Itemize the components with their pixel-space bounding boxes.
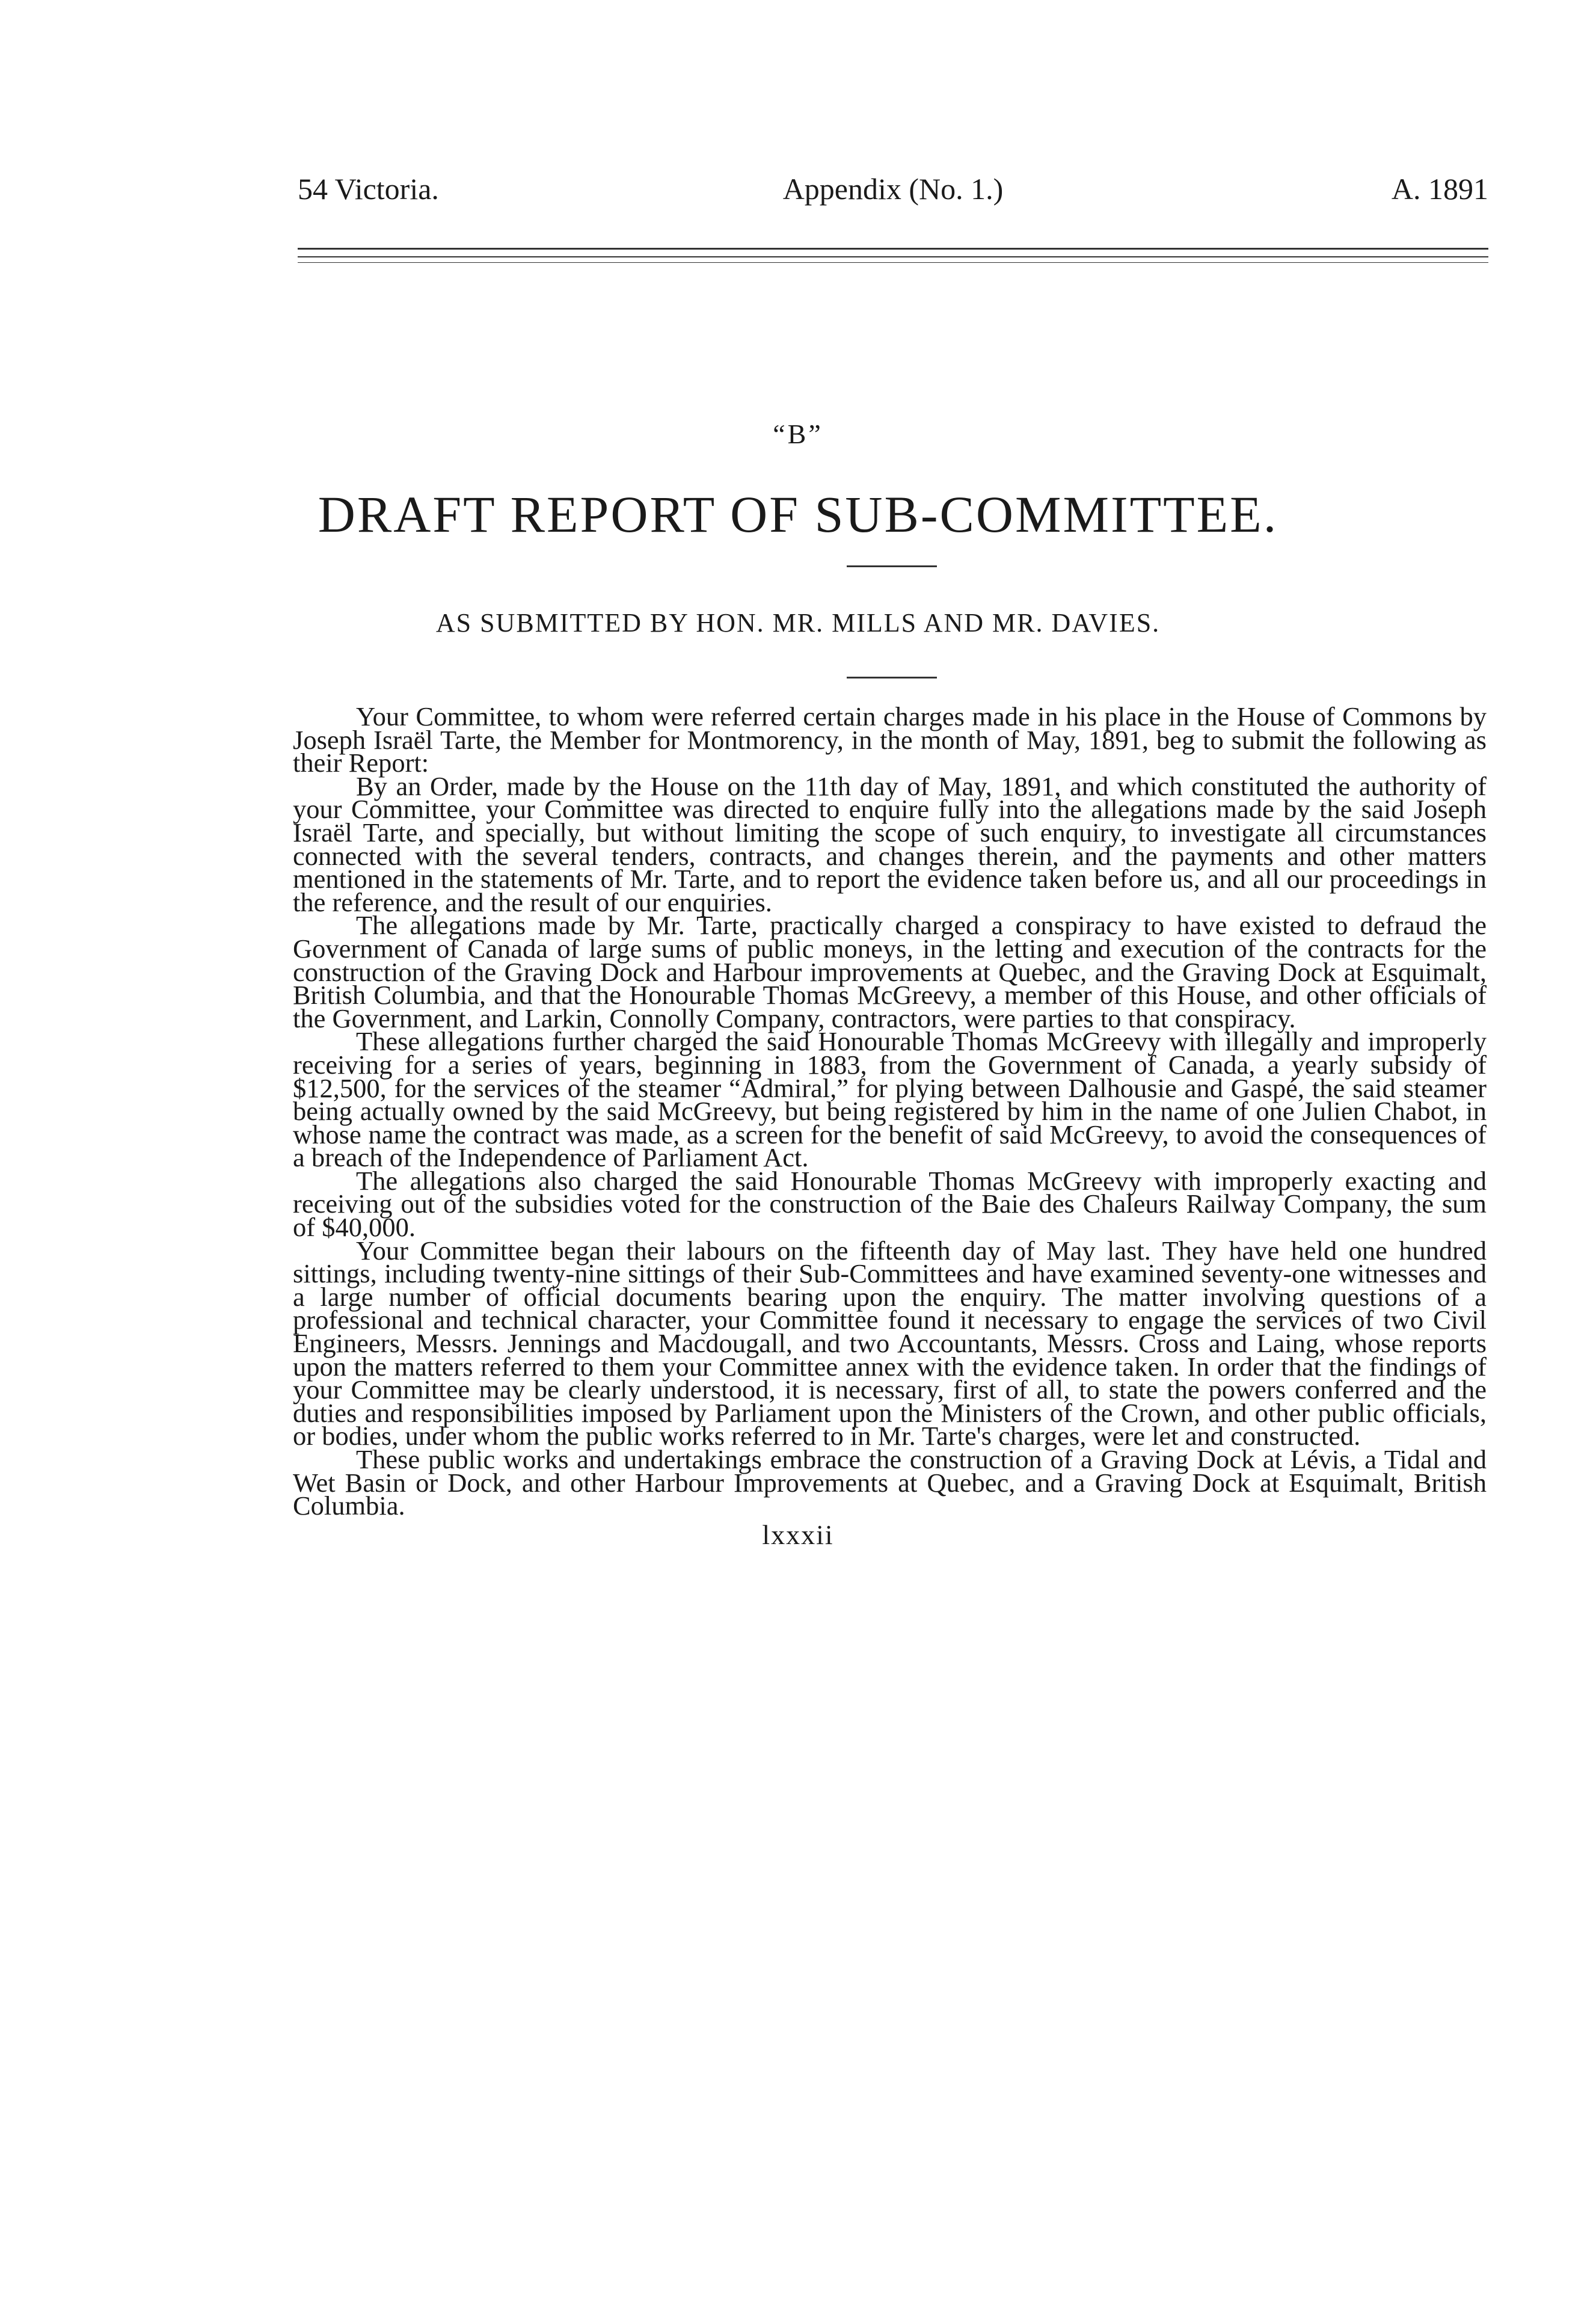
report-body	[293, 701, 1487, 1521]
paragraph: Your Committee began their labours on the fifteenth day of May last. They have held one hundred sittings, including twenty-nine sittings of their Sub-Committees and have examined seventy-one witnesses and a large number of official documents bearing upon the enquiry. The matter involving questions of a professional and technical character, your Committee found it necessary to engage the services of two Civil Engineers, Messrs. Jennings and Macdougall, and two Accountants, Messrs. Cross and Laing, whose reports upon the matters referred to them your Committee annex with the evidence taken. In order that the findings of your Committee may be clearly understood, it is necessary, first of all, to state the powers conferred and the duties and responsibilities imposed by Parliament upon the Ministers of the Crown, and other public officials, or bodies, under whom the public works referred to in Mr. Tarte's charges, were let and constructed.	[293, 1235, 1487, 1451]
header-year: A. 1891	[1391, 172, 1488, 206]
paragraph: These public works and undertakings embrace the construction of a Graving Dock at Lévis, a Tidal and Wet Basin or Dock, and other Harbour Improvements at Quebec, and a Graving Dock at Esquimalt, British Columbia.	[293, 1444, 1487, 1521]
header-rule	[298, 256, 1488, 257]
header-volume: 54 Victoria.	[298, 172, 439, 206]
page-title: DRAFT REPORT OF SUB-COMMITTEE.	[318, 485, 1278, 543]
paragraph: By an Order, made by the House on the 11th day of May, 1891, and which constituted the authority of your Committee, your Committee was directed to enquire fully into the allegations made by the said Joseph Israël Tarte, and specially, but without limiting the scope of such enquiry, to investigate all circumstances connected with the several tenders, contracts, and changes therein, and the payments and other matters mentioned in the statements of Mr. Tarte, and to report the evidence taken before us, and all our proceedings in the reference, and the result of our enquiries.	[293, 771, 1487, 917]
running-header	[298, 171, 1488, 214]
header-rule	[298, 262, 1488, 263]
paragraph: Your Committee, to whom were referred certain charges made in his place in the House of Commons by Joseph Israël Tarte, the Member for Montmorency, in the month of May, 1891, beg to submit the following as their Report:	[293, 701, 1487, 778]
page-subtitle: AS SUBMITTED BY HON. MR. MILLS AND MR. DAVIES.	[435, 608, 1161, 638]
paragraph: These allegations further charged the said Honourable Thomas McGreevy with illegally and improperly receiving for a series of years, beginning in 1883, from the Government of Canada, a yearly subsidy of $12,500, for the services of the steamer “Admiral,” for plying between Dalhousie and Gaspé, the said steamer being actually owned by the said McGreevy, but being registered by him in the name of one Julien Chabot, in whose name the contract was made, as a screen for the benefit of said McGreevy, to avoid the consequences of a breach of the Independence of Parliament Act.	[293, 1026, 1487, 1173]
page-number: lxxxii	[762, 1519, 834, 1550]
header-appendix: Appendix (No. 1.)	[782, 172, 1004, 206]
subtitle-divider	[847, 677, 937, 678]
paragraph: The allegations also charged the said Honourable Thomas McGreevy with improperly exacting and receiving out of the subsidies voted for the construction of the Baie des Chaleurs Railway Company, the sum of $40,000.	[293, 1165, 1487, 1243]
paragraph: The allegations made by Mr. Tarte, practically charged a conspiracy to have existed to defraud the Government of Canada of large sums of public moneys, in the letting and execution of the contracts for the construction of the Graving Dock and Harbour improvements at Quebec, and the Graving Dock at Esquimalt, British Columbia, and that the Honourable Thomas McGreevy, a member of this House, and other officials of the Government, and Larkin, Connolly Company, contractors, were parties to that conspiracy.	[293, 910, 1487, 1033]
title-divider	[847, 565, 937, 567]
section-letter: “B”	[773, 419, 823, 449]
header-rule	[298, 248, 1488, 250]
